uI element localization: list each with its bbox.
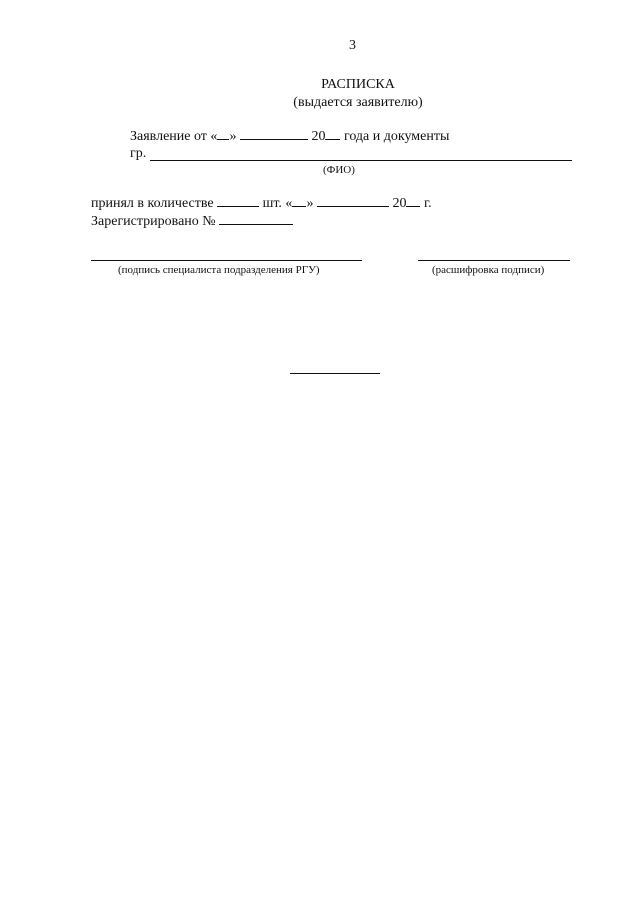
received-day-close-quote: » xyxy=(306,196,314,211)
fio-caption: (ФИО) xyxy=(323,164,355,176)
application-date-line xyxy=(130,129,449,145)
application-date-suffix: года и документы xyxy=(343,129,450,144)
received-year-suffix: г. xyxy=(423,196,432,211)
quantity-field[interactable] xyxy=(217,205,259,207)
received-day-field[interactable] xyxy=(292,205,306,207)
citizen-name-field[interactable] xyxy=(150,160,572,161)
document-subtitle: (выдается заявителю) xyxy=(293,95,423,110)
received-year-prefix: 20 xyxy=(392,196,407,211)
registration-number-field[interactable] xyxy=(219,223,293,225)
application-date-prefix: Заявление от « xyxy=(130,129,218,144)
day-field[interactable] xyxy=(217,138,229,140)
year-field[interactable] xyxy=(325,138,340,140)
received-quantity-line xyxy=(91,196,432,212)
page-number: 3 xyxy=(349,38,356,53)
specialist-signature-caption: (подпись специалиста подразделения РГУ) xyxy=(118,264,320,276)
registration-prefix: Зарегистрировано № xyxy=(91,214,216,229)
closing-separator xyxy=(290,373,380,374)
document-title: РАСПИСКА xyxy=(321,77,395,92)
year-prefix: 20 xyxy=(311,129,326,144)
day-close-quote: » xyxy=(229,129,237,144)
month-field[interactable] xyxy=(240,138,308,140)
pieces-label: шт. « xyxy=(262,196,293,211)
citizen-line xyxy=(130,146,146,162)
specialist-signature-field[interactable] xyxy=(91,260,362,261)
signature-transcript-field[interactable] xyxy=(418,260,570,261)
received-prefix: принял в количестве xyxy=(91,196,214,211)
received-month-field[interactable] xyxy=(317,205,389,207)
citizen-prefix: гр. xyxy=(130,146,147,161)
received-year-field[interactable] xyxy=(406,205,420,207)
registration-line xyxy=(91,214,293,230)
signature-transcript-caption: (расшифровка подписи) xyxy=(432,264,545,276)
